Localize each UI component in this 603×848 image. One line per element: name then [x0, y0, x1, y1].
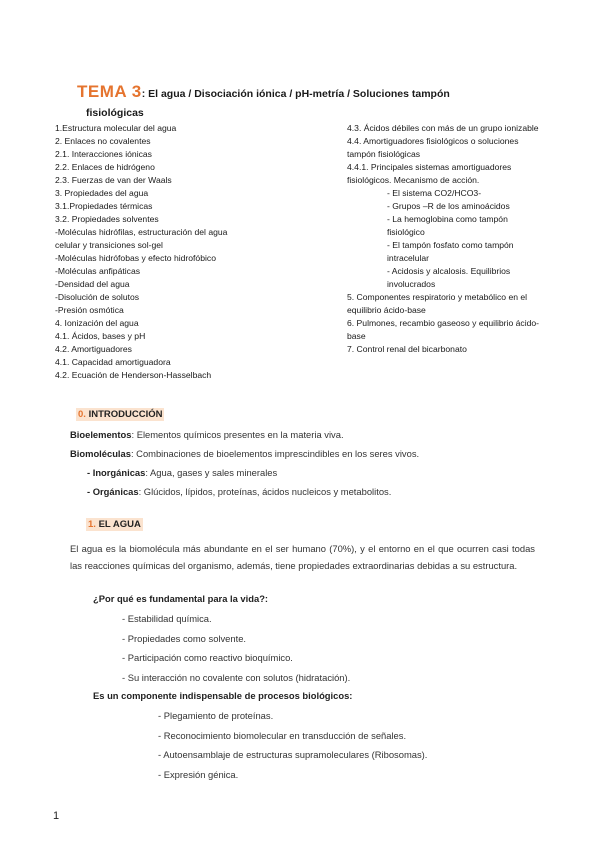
toc-item: 4. Ionización del agua — [55, 318, 139, 328]
section-number: 1. — [88, 519, 96, 530]
toc-item: 3. Propiedades del agua — [55, 188, 149, 198]
toc-item: 4.4.1. Principales sistemas amortiguadores fisiológicos. Mecanismo de acción. — [347, 162, 512, 185]
toc-item: 2. Enlaces no covalentes — [55, 136, 151, 146]
toc-item: 2.3. Fuerzas de van der Waals — [55, 175, 172, 185]
toc-item: 7. Control renal del bicarbonato — [347, 344, 467, 354]
term: - Orgánicas — [87, 486, 139, 497]
toc-item: -Densidad del agua — [55, 279, 130, 289]
toc-item: 4.2. Amortiguadores — [55, 344, 132, 354]
document-title — [77, 82, 547, 102]
section-label: EL AGUA — [98, 519, 141, 530]
question-text: ¿Por qué es fundamental para la vida?: — [93, 593, 269, 604]
toc-subitem: - El tampón fosfato como tampón intracelular — [387, 240, 514, 263]
definition-bioelementos — [70, 426, 344, 443]
page-number: 1 — [53, 810, 60, 822]
toc-left-column — [55, 122, 250, 382]
toc-item: 5. Componentes respiratorio y metabólico en el equilibrio ácido-base — [347, 292, 528, 315]
toc-subitem: - La hemoglobina como tampón fisiológico — [387, 214, 508, 237]
definition-organicas — [87, 483, 391, 500]
definition-biomoleculas — [70, 445, 419, 462]
toc-item: 1.Estructura molecular del agua — [55, 123, 177, 133]
definition: : Agua, gases y sales minerales — [145, 467, 278, 478]
toc-item: 2.1. Interacciones iónicas — [55, 149, 152, 159]
section-label: INTRODUCCIÓN — [88, 409, 163, 420]
toc-item: 2.2. Enlaces de hidrógeno — [55, 162, 155, 172]
toc-item: 4.2. Ecuación de Henderson-Hasselbach — [55, 370, 212, 380]
section-heading-introduccion — [76, 409, 164, 420]
definition-inorganicas — [87, 464, 277, 481]
toc-item: -Moléculas hidrófilas, estructuración del agua celular y transiciones sol-gel — [55, 227, 228, 250]
question-heading — [93, 590, 268, 607]
toc-subitem: - El sistema CO2/HCO3- — [387, 188, 482, 198]
toc-subitem: - Acidosis y alcalosis. Equilibrios involucrados — [387, 266, 511, 289]
toc-item: 4.1. Ácidos, bases y pH — [55, 331, 146, 341]
toc-item: -Moléculas hidrófobas y efecto hidrofóbico — [55, 253, 216, 263]
toc-item: 4.4. Amortiguadores fisiológicos o soluciones tampón fisiológicas — [347, 136, 519, 159]
section-heading-el-agua — [86, 519, 143, 530]
definition: : Combinaciones de bioelementos imprescindibles en los seres vivos. — [130, 448, 420, 459]
list-item: - Estabilidad química. — [122, 613, 212, 624]
list-item: - Propiedades como solvente. — [122, 632, 247, 644]
list-item: - Participación como reactivo bioquímico. — [122, 652, 293, 663]
title-continuation: fisiológicas — [86, 107, 144, 119]
term: Bioelementos — [70, 429, 132, 440]
list-item: - Plegamiento de proteínas. — [158, 710, 274, 721]
agua-paragraph: El agua es la biomolécula más abundante en el ser humano (70%), y el entorno en el que ocurren casi todas las reacciones químicas del organismo, además, tiene propiedades extraordinarias debidas a su estructura. — [70, 543, 535, 571]
process-text: Es un componente indispensable de procesos biológicos: — [93, 690, 353, 701]
definition: : Elementos químicos presentes en la materia viva. — [131, 429, 344, 440]
title-tema: TEMA 3 — [77, 82, 142, 101]
question-list — [122, 609, 350, 687]
list-item: - Su interacción no covalente con solutos (hidratación). — [122, 671, 351, 683]
toc-subitem: - Grupos –R de los aminoácidos — [387, 201, 510, 211]
process-heading — [93, 687, 352, 704]
toc-item: 3.1.Propiedades térmicas — [55, 201, 153, 211]
toc-right-column — [347, 122, 542, 356]
list-item: - Reconocimiento biomolecular en transducción de señales. — [158, 729, 407, 741]
toc-item: 6. Pulmones, recambio gaseoso y equilibrio ácido-base — [347, 318, 540, 341]
title-subject: : El agua / Disociación iónica / pH-metría / Soluciones tampón — [141, 88, 450, 100]
term: Biomoléculas — [70, 448, 131, 459]
toc-item: 3.2. Propiedades solventes — [55, 214, 159, 224]
process-list — [158, 706, 427, 784]
list-item: - Expresión génica. — [158, 768, 239, 780]
toc-item: -Moléculas anfipáticas — [55, 266, 141, 276]
definition: : Glúcidos, lípidos, proteínas, ácidos nucleicos y metabolitos. — [138, 486, 392, 497]
toc-item: -Presión osmótica — [55, 305, 124, 315]
toc-item: 4.1. Capacidad amortiguadora — [55, 357, 171, 367]
list-item: - Autoensamblaje de estructuras supramoleculares (Ribosomas). — [158, 749, 428, 760]
toc-item: -Disolución de solutos — [55, 292, 140, 302]
section-number: 0. — [78, 409, 86, 420]
term: - Inorgánicas — [87, 467, 146, 478]
toc-item: 4.3. Ácidos débiles con más de un grupo ionizable — [347, 123, 539, 133]
